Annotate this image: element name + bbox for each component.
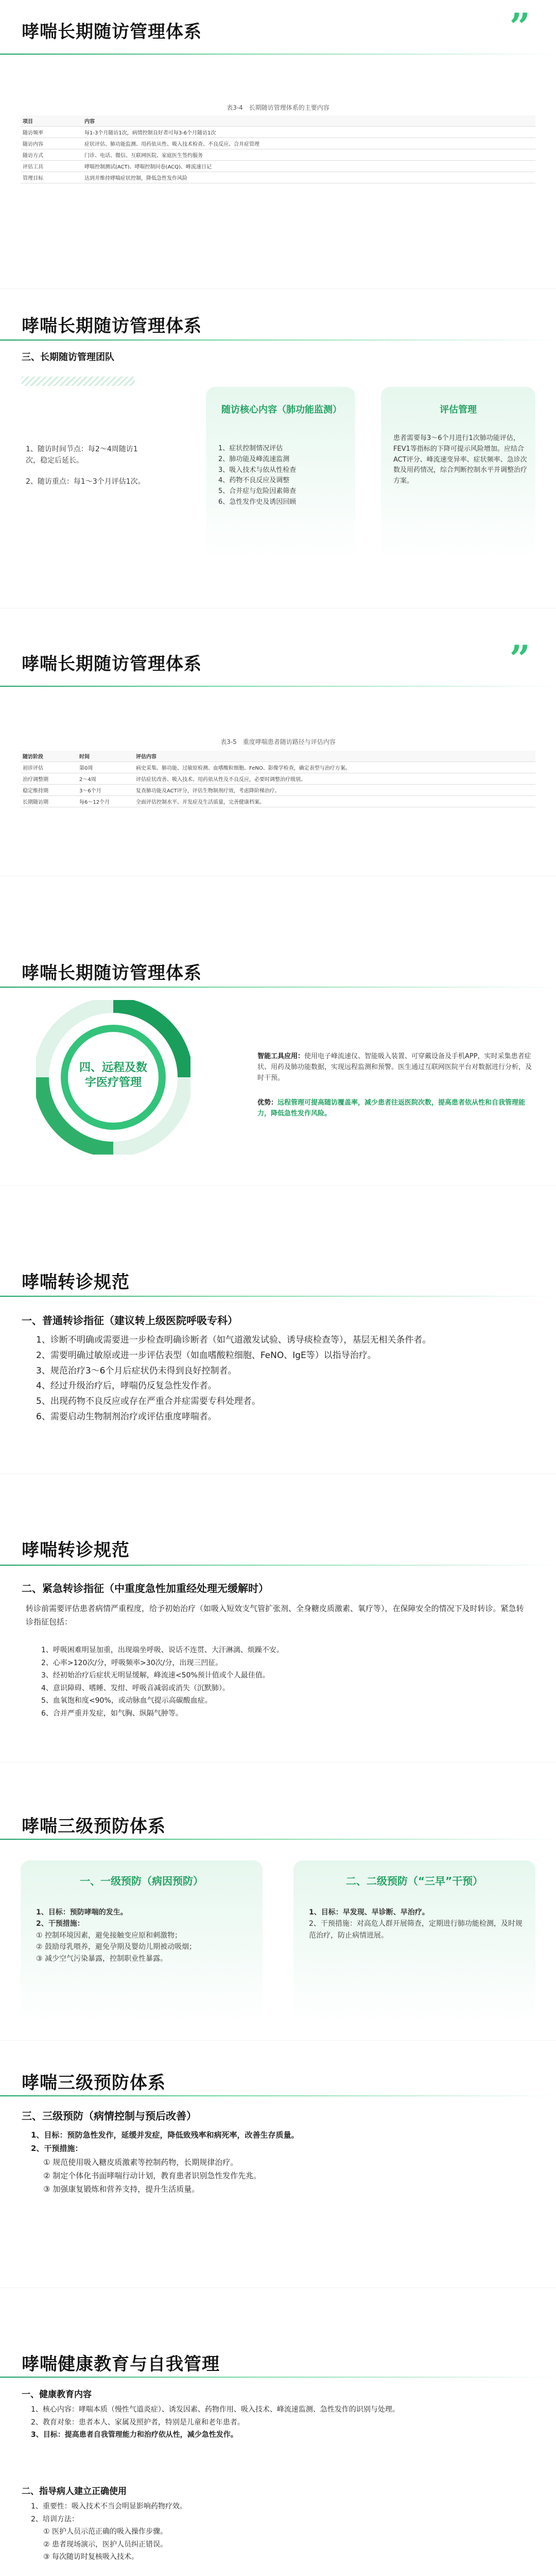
card-item: 2、干预措施： <box>36 1920 84 1928</box>
list-item: 2、需要明确过敏原或进一步评估表型（如血嗜酸粒细胞、FeNO、IgE等）以指导治疗。 <box>36 1350 376 1361</box>
card-item: 3、吸入技术与依从性检查 <box>218 466 297 474</box>
intro-text: 转诊前需要评估患者病情严重程度，给予初始治疗（如吸入短效支气管扩张剂、全身糖皮质激素、氧疗等），在保障安全的情况下及时转诊。紧急转诊指征包括： <box>26 1604 524 1627</box>
title-underline <box>0 340 556 341</box>
text-lead: 智能工具应用： <box>257 1053 305 1060</box>
list-item: ② 制定个体化书面哮喘行动计划，教育患者识别急性发作先兆。 <box>43 2171 262 2180</box>
slide-title: 哮喘三级预防体系 <box>22 2073 166 2093</box>
list-item: ③ 每次随访时复核吸入技术。 <box>43 2553 139 2561</box>
card-item: 1、目标：预防哮喘的发生。 <box>36 1908 128 1917</box>
table-row <box>21 785 535 796</box>
title-underline <box>0 987 556 988</box>
section-heading: 二、紧急转诊指征（中重度急性加重经处理无缓解时） <box>22 1582 269 1595</box>
table-caption: 表3-5 重度哮喘患者随访路径与评估内容 <box>220 738 336 745</box>
list-item: 2、教育对象：患者本人、家属及照护者，特别是儿童和老年患者。 <box>31 2418 245 2427</box>
table-cell: 症状评估、肺功能监测、用药依从性、吸入技术检查、不良反应、合并症管理 <box>82 138 535 149</box>
card-heading: 评估管理 <box>440 404 477 415</box>
prevention-card <box>293 1860 535 2025</box>
card-item: 2、肺功能及峰流速监测 <box>218 455 290 463</box>
referral-list <box>26 1333 530 1425</box>
list-item: 1、诊断不明确或需要进一步检查明确诊断者（如气道激发试验、诱导痰检查等），基层无相关条件者。 <box>36 1335 431 1345</box>
table-row <box>21 773 535 785</box>
section-heading: 三、三级预防（病情控制与预后改善） <box>22 2110 197 2122</box>
slide-title: 哮喘转诊规范 <box>22 1272 130 1293</box>
list-item: ① 医护人员示范正确的吸入操作步骤。 <box>43 2528 167 2536</box>
card-heading: 一、一级预防（病因预防） <box>80 1875 203 1887</box>
title-underline <box>0 686 556 687</box>
text-body: 远程管理可提高随访覆盖率，减少患者往返医院次数，提高患者依从性和自我管理能力，降低急性发作风险。 <box>257 1099 526 1117</box>
list-item: 3、经初始治疗后症状无明显缓解，峰流速<50%预计值或个人最佳值。 <box>41 1671 270 1680</box>
table-caption: 表3-4 长期随访管理体系的主要内容 <box>227 104 329 111</box>
text-lead: 优势： <box>257 1099 278 1107</box>
list-item: 1、目标：预防急性发作，延缓并发症，降低致残率和病死率，改善生存质量。 <box>31 2130 299 2140</box>
table-cell: 随访方式 <box>21 149 82 161</box>
card-item: 2、干预措施：对高危人群开展筛查，定期进行肺功能检测，及时规范治疗，防止病情进展。 <box>309 1920 523 1940</box>
list-item: 6、合并严重并发症，如气胸、纵隔气肿等。 <box>41 1709 183 1718</box>
card-heading: 二、二级预防（“三早”干预） <box>345 1875 483 1887</box>
schedule-item: 1、随访时间节点：每2～4周随访1次，稳定后延长。 <box>26 445 138 465</box>
list-item: 1、重要性：吸入技术不当会明显影响药物疗效。 <box>31 2502 187 2511</box>
table-cell: 长期随访期 <box>21 796 77 807</box>
slide-8 <box>0 2040 556 2287</box>
slide-title: 哮喘长期随访管理体系 <box>22 316 202 336</box>
table-cell: 全面评估控制水平、并发症及生活质量，完善健康档案。 <box>134 796 535 807</box>
advantages-text <box>257 1098 535 1120</box>
content-card <box>381 387 535 562</box>
table-row <box>21 149 535 161</box>
slide-title: 哮喘长期随访管理体系 <box>22 22 202 42</box>
table-cell: 稳定维持期 <box>21 785 77 796</box>
table-cell: 哮喘控制测试(ACT)、哮喘控制问卷(ACQ)、峰流速日记 <box>82 161 535 172</box>
card-body <box>218 444 347 508</box>
slide-1 <box>0 0 556 289</box>
list-item: 6、需要启动生物制剂治疗或评估重度哮喘者。 <box>36 1411 217 1422</box>
slide-6 <box>0 1473 556 1762</box>
table-cell: 随访内容 <box>21 138 82 149</box>
table-cell: 达到并维持哮喘症状控制，降低急性发作风险 <box>82 172 535 183</box>
table-header-cell: 评估内容 <box>134 751 535 762</box>
table-cell: 3～6个月 <box>77 785 134 796</box>
card-body <box>36 1907 252 1964</box>
list-item: 3、规范治疗3～6个月后症状仍未得到良好控制者。 <box>36 1365 237 1376</box>
list-item: 5、出现药物不良反应或存在严重合并症需要专科处理者。 <box>36 1396 260 1406</box>
section-heading: 一、普通转诊指征（建议转上级医院呼吸专科） <box>22 1314 238 1327</box>
table-row <box>21 138 535 149</box>
card-heading: 随访核心内容（肺功能监测） <box>221 404 342 415</box>
prevention-card <box>21 1860 263 2025</box>
table-cell: 评估工具 <box>21 161 82 172</box>
card-item: 6、急性发作史及诱因回顾 <box>218 498 297 506</box>
table-cell: 评估症状改善、吸入技术、用药依从性及不良反应，必要时调整治疗级别。 <box>134 773 535 785</box>
emergency-list <box>31 1644 525 1720</box>
table-header-cell: 项目 <box>21 115 82 127</box>
data-table <box>21 115 535 183</box>
title-underline <box>0 1565 556 1566</box>
list-item: 2、培训方法： <box>31 2515 79 2523</box>
table-header-row <box>21 751 535 762</box>
slide-title: 哮喘长期随访管理体系 <box>22 654 202 674</box>
section-heading: 三、长期随访管理团队 <box>22 352 114 363</box>
schedule-item: 2、随访重点：每1～3个月评估1次。 <box>26 477 145 486</box>
slide-title: 哮喘三级预防体系 <box>22 1816 166 1837</box>
table-cell: 初诊评估 <box>21 762 77 773</box>
slide-title: 哮喘转诊规范 <box>22 1540 130 1561</box>
data-table <box>21 751 535 807</box>
list-item: 4、经过升级治疗后，哮喘仍反复急性发作者。 <box>36 1381 217 1392</box>
list-item: 3、目标：提高患者自我管理能力和治疗依从性，减少急性发作。 <box>31 2431 238 2439</box>
slide-4 <box>0 876 556 1185</box>
decor-stripe <box>22 377 135 386</box>
slide-title: 哮喘长期随访管理体系 <box>22 963 202 984</box>
tertiary-list <box>31 2128 525 2196</box>
quote-icon: ” <box>509 637 530 680</box>
slide-5 <box>0 1185 556 1473</box>
education-list <box>31 2403 525 2442</box>
section-heading: 一、健康教育内容 <box>22 2389 92 2400</box>
table-row <box>21 172 535 183</box>
title-underline <box>0 54 556 55</box>
title-underline <box>0 1839 556 1840</box>
list-item: 5、血氧饱和度<90%，或动脉血气提示高碳酸血症。 <box>41 1697 212 1705</box>
table-cell: 治疗调整期 <box>21 773 77 785</box>
table-row <box>21 161 535 172</box>
table-row <box>21 796 535 807</box>
table-header-row <box>21 115 535 127</box>
table-cell: 每1-3个月随访1次，病情控制良好者可每3-6个月随访1次 <box>82 127 535 138</box>
table-row <box>21 127 535 138</box>
slide-2 <box>0 289 556 608</box>
quote-icon: ” <box>509 5 530 48</box>
title-underline <box>0 2095 556 2096</box>
table-cell: 管理目标 <box>21 172 82 183</box>
table-cell: 病史采集、肺功能、过敏原检测、血嗜酸粒细胞、FeNO、影像学检查，确定表型与治疗方案。 <box>134 762 535 773</box>
card-item: ① 控制环境因素，避免接触变应原和刺激物； <box>36 1931 182 1940</box>
table-cell: 第0周 <box>77 762 134 773</box>
card-body <box>309 1907 525 1941</box>
section-heading: 二、指导病人建立正确使用 <box>22 2486 127 2497</box>
table-cell: 复查肺功能及ACT评分，评估生物制剂疗效，考虑降阶梯治疗。 <box>134 785 535 796</box>
text-body: 使用电子峰流速仪、智能吸入装置、可穿戴设备及手机APP，实时采集患者症状、用药及肺功能数据，实现远程监测和预警。医生通过互联网医院平台对数据进行分析，及时干预。 <box>257 1053 532 1082</box>
table-cell: 每6～12个月 <box>77 796 134 807</box>
list-item: 4、意识障碍、嗜睡、发绀、呼吸音减弱或消失（沉默肺）。 <box>41 1684 230 1692</box>
table-header-cell: 时间 <box>77 751 134 762</box>
list-item: 2、心率>120次/分，呼吸频率>30次/分，出现三凹征。 <box>41 1658 223 1667</box>
title-underline <box>0 2377 556 2378</box>
list-item: ② 患者现场演示，医护人员纠正错误。 <box>43 2540 167 2549</box>
list-item: ③ 加强康复锻炼和营养支持，提升生活质量。 <box>43 2184 200 2194</box>
list-item: ① 规范使用吸入糖皮质激素等控制药物，长期规律治疗。 <box>43 2157 238 2167</box>
digital-care-diagram <box>36 1000 190 1155</box>
list-item: 1、呼吸困难明显加重，出现端坐呼吸、说话不连贯、大汗淋漓、烦躁不安。 <box>41 1646 284 1654</box>
card-item: ② 鼓励母乳喂养，避免孕期及婴幼儿期被动吸烟； <box>36 1943 196 1952</box>
list-item: 1、核心内容：哮喘本质（慢性气道炎症）、诱发因素、药物作用、吸入技术、峰流速监测、急性发作的识别与处理。 <box>31 2405 399 2414</box>
slide-9 <box>0 2287 556 2576</box>
inhaler-list <box>31 2500 525 2564</box>
card-item: ③ 减少空气污染暴露，控制职业性暴露。 <box>36 1954 167 1963</box>
slide-7 <box>0 1762 556 2040</box>
table-row <box>21 762 535 773</box>
card-item: 1、症状控制情况评估 <box>218 445 283 452</box>
circle-label: 四、远程及数字医疗管理 <box>79 1061 147 1089</box>
table-cell: 随访频率 <box>21 127 82 138</box>
table-cell: 门诊、电话、微信、互联网医院、家庭医生签约服务 <box>82 149 535 161</box>
smart-tools-text <box>257 1052 535 1083</box>
card-body: 患者需要每3～6个月进行1次肺功能评估，FEV1等指标的下降可提示风险增加。应结合ACT评分、峰流速变异率、症状频率、急诊次数及用药情况，综合判断控制水平并调整治疗方案。 <box>393 434 528 485</box>
table-header-cell: 随访阶段 <box>21 751 77 762</box>
title-underline <box>0 1296 556 1297</box>
card-item: 5、合并症与危险因素筛查 <box>218 487 297 496</box>
table-cell: 2～4周 <box>77 773 134 785</box>
card-item: 4、药物不良反应及调整 <box>218 477 290 485</box>
list-item: 2、干预措施： <box>31 2144 83 2154</box>
content-card <box>206 387 355 562</box>
table-header-cell: 内容 <box>82 115 535 127</box>
followup-schedule <box>26 444 149 487</box>
card-item: 1、目标：早发现、早诊断、早治疗。 <box>309 1908 429 1917</box>
slide-title: 哮喘健康教育与自我管理 <box>22 2354 220 2375</box>
slide-3 <box>0 608 556 876</box>
